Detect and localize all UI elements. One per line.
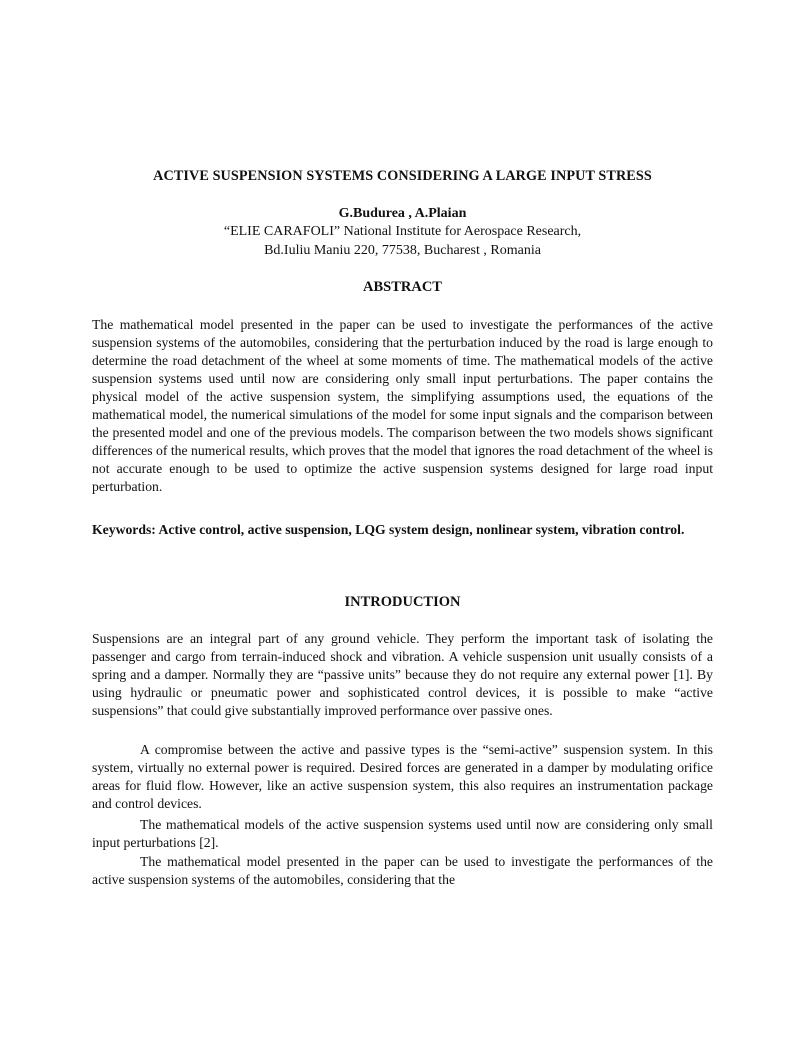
abstract-heading: ABSTRACT [363,279,442,295]
keywords: Keywords: Active control, active suspension, LQG system design, nonlinear system, vibration control. [92,522,685,537]
introduction-paragraph-3: The mathematical models of the active suspension systems used until now are considering only small input perturbations [2]. [92,817,713,851]
paper-authors: G.Budurea , A.Plaian [338,206,467,221]
introduction-paragraph-2: A compromise between the active and passive types is the “semi-active” suspension system. In this system, virtually no external power is required. Desired forces are generated in a damper by modulating orifice areas for fluid flow. However, like an active suspension system, this also requires an instrumentation package and control devices. [92,742,713,812]
abstract-text: The mathematical model presented in the paper can be used to investigate the performances of the active suspension systems of the automobiles, considering that the perturbation induced by the road is large enough to determine the road detachment of the wheel at some moments of time. The mathematical models of the active suspension systems used until now are considering only small input perturbations. The paper contains the physical model of the active suspension system, the simplifying assumptions used, the equations of the mathematical model, the numerical simulations of the model for some input signals and the comparison between the presented model and one of the previous models. The comparison between the two models shows significant differences of the numerical results, which proves that the model that ignores the road detachment of the wheel is not accurate enough to be used to optimize the active suspension systems designed for large road input perturbation. [92,317,713,495]
affiliation-line-1: “ELIE CARAFOLI” National Institute for Aerospace Research, [223,224,582,239]
introduction-paragraph-1: Suspensions are an integral part of any ground vehicle. They perform the important task of isolating the passenger and cargo from terrain-induced shock and vibration. A vehicle suspension unit usually consists of a spring and a damper. Normally they are “passive units” because they do not require any external power [1]. By using hydraulic or pneumatic power and sophisticated control devices, it is possible to make “active suspensions” that could give substantially improved performance over passive ones. [92,631,713,719]
introduction-heading: INTRODUCTION [344,594,461,610]
affiliation-line-2: Bd.Iuliu Maniu 220, 77538, Bucharest , Romania [264,243,541,258]
introduction-paragraph-4: The mathematical model presented in the paper can be used to investigate the performances of the active suspension systems of the automobiles, considering that the [92,854,713,888]
paper-title: ACTIVE SUSPENSION SYSTEMS CONSIDERING A LARGE INPUT STRESS [153,168,652,184]
